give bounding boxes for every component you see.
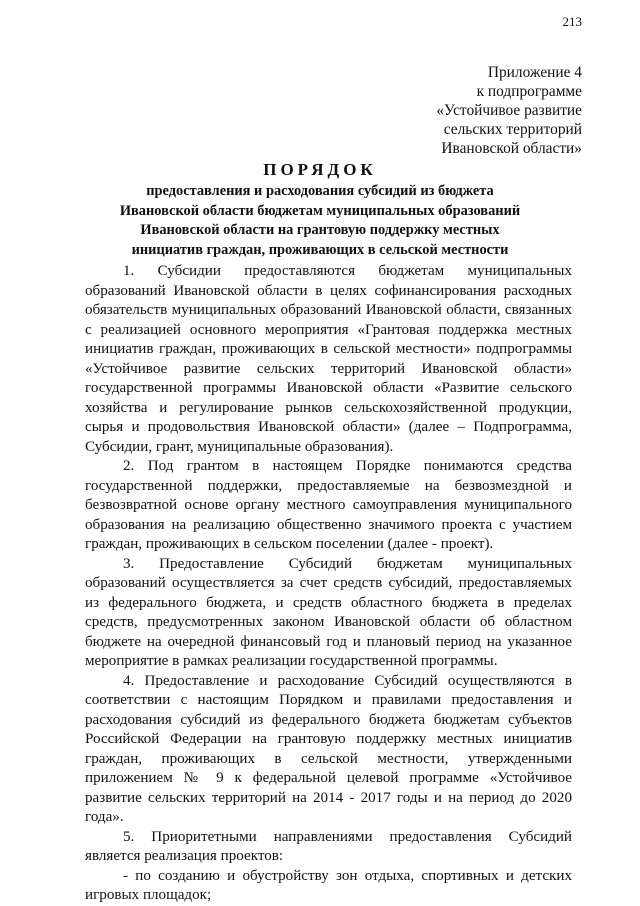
- document-body: [85, 262, 572, 906]
- page-number: 213: [562, 14, 582, 29]
- paragraph-6: - по созданию и обустройству зон отдыха, спортивных и детских игровых площадок;: [85, 867, 572, 903]
- appendix-block: [282, 63, 582, 158]
- appendix-line: к подпрограмме: [476, 83, 582, 100]
- appendix-line: сельских территорий: [443, 121, 582, 138]
- paragraph-4: 4. Предоставление и расходование Субсидий осуществляются в соответствии с настоящим Порядком и правилами предоставления и расходования субсидий из федерального бюджета бюджетам субъектов Российской Федерации на грантовую поддержку местных инициатив граждан, проживающих в сельской местности, утвержденными приложением № 9 к федеральной целевой программе «Устойчивое развитие сельских территорий на 2014 - 2017 годы и на период до 2020 года».: [85, 672, 572, 825]
- subtitle-line: Ивановской области на грантовую поддержку местных: [140, 222, 500, 238]
- appendix-line: Ивановской области»: [441, 140, 582, 157]
- subtitle-line: Ивановской области бюджетам муниципальных образований: [119, 202, 521, 219]
- paragraph-3: 3. Предоставление Субсидий бюджетам муниципальных образований осуществляется за счет средств субсидий, предоставляемых из федерального бюджета, и средств областного бюджета в пределах средств, предусмотренных законом Ивановской области об областном бюджете на очередной финансовый год и плановый период на указанное мероприятие в рамках реализации государственной программы.: [85, 555, 572, 669]
- paragraph-1: 1. Субсидии предоставляются бюджетам муниципальных образований Ивановской области в целях софинансирования расходных обязательств муниципальных образований Ивановской области, связанных с реализацией основного мероприятия «Грантовая поддержка местных инициатив граждан, проживающих в сельской местности» подпрограммы «Устойчивое развитие сельских территорий Ивановской области» государственной программы Ивановской области «Развитие сельского хозяйства и регулирование рынков сельскохозяйственной продукции, сырья и продовольствия Ивановской области» (далее – Подпрограмма, Субсидии, грант, муниципальные образования).: [85, 263, 572, 455]
- subtitle-line: инициатив граждан, проживающих в сельской местности: [131, 241, 509, 258]
- paragraph-2: 2. Под грантом в настоящем Порядке понимаются средства государственной поддержки, предоставляемые на безвозмездной и безвозвратной основе органу местного самоуправления муниципального образования на реализацию общественно значимого проекта с участием граждан, проживающих в сельском поселении (далее - проект).: [85, 458, 572, 552]
- paragraph-5: 5. Приоритетными направлениями предоставления Субсидий является реализация проектов:: [85, 828, 572, 864]
- document-subtitle: [80, 182, 560, 260]
- subtitle-line: предоставления и расходования субсидий из бюджета: [146, 183, 494, 199]
- document-title: ПОРЯДОК: [263, 160, 377, 179]
- appendix-line: Приложение 4: [487, 64, 582, 81]
- appendix-line: «Устойчивое развитие: [436, 102, 582, 119]
